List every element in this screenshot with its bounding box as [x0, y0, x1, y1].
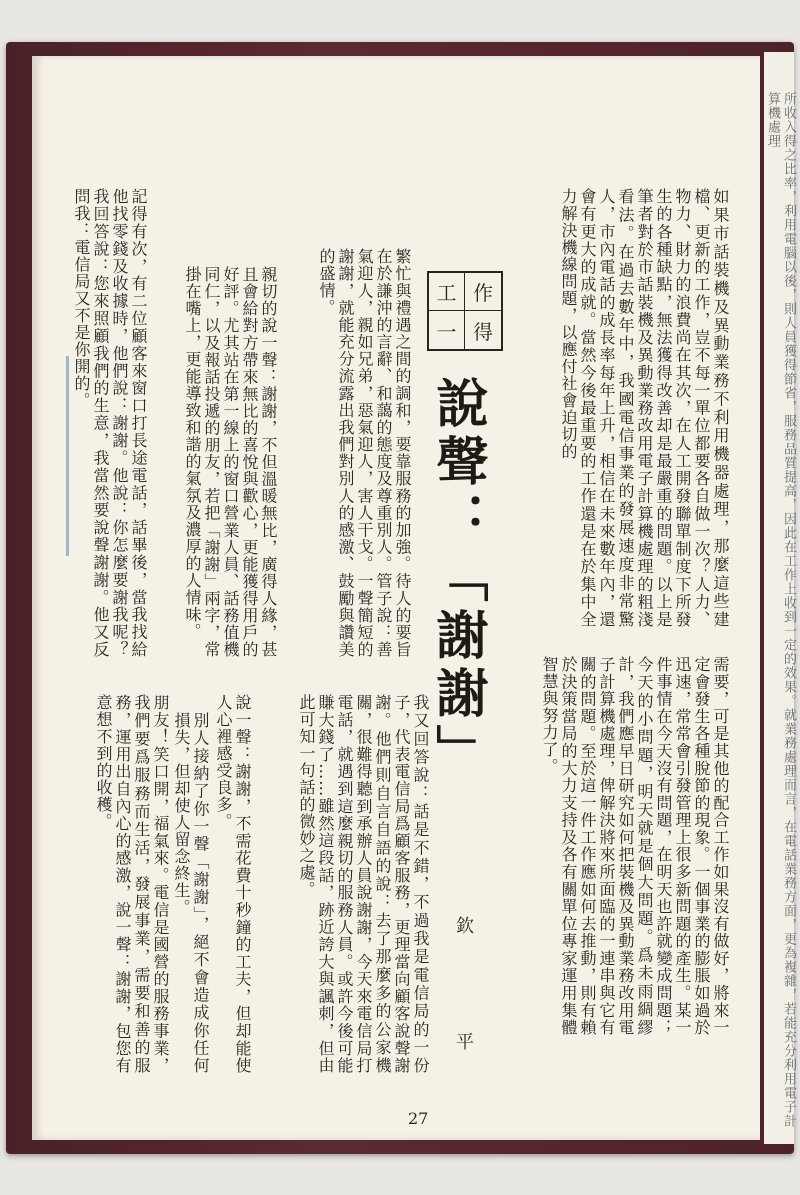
top-left-paragraph-1: 繁忙與禮遇之間的調和，要靠服務的加強。待人的要旨在於謙沖的言辭、和藹的態度及尊重別人。管子說：善氣迎人，親如兄弟，惡氣迎人，害人干戈。一聲簡短的謝謝，就能充分流露出我們對別人的感激、鼓勵與讚美的盛情。: [317, 248, 412, 658]
badge-char-2: 作: [465, 273, 501, 311]
magazine-page: [32, 56, 760, 1140]
badge-char-4: 得: [473, 319, 493, 344]
column-badge: [427, 271, 503, 351]
badge-char-3: 一: [429, 311, 465, 349]
bottom-right-paragraph: 需要，可是其他的配合工作如果沒有做好，將來一定會發生各種脫節的現象。一個事業的膨脹如過於迅速，常常會引發管理上很多新問題的產生。某一件事情在今天沒有問題，在明天也許就變成問題；今天的小問題，明天就是個大問題。爲未雨綢繆計，我們應早日研究如何把裝機及異動業務改用電子計算機處理，俾解決將來所面臨的一連串與它有關的問題。至於這一件工作應如何去推動，則有賴於決策當局的大力支持及各有關單位專家運用集體智慧與努力了。: [540, 656, 730, 1036]
badge-char-1: 工: [429, 273, 465, 311]
adjacent-page-text: 所收入得之比率，利用電腦以後，則人員獲得節省，服務品質提高，因此在工作上收到一定的效果。就業務處理而言，在電話業務方面，更為複雜，若能充分利用電子計算機處理: [765, 92, 796, 1128]
bottom-middle-paragraph: 我又回答說：話是不錯，不過我是電信局的一份子，代表電信局爲顧客服務，更理當向顧客說聲謝謝。他們則自言自語的說：去了那麼多的公家機關，很難得聽到承辦人員說謝謝，今天來電信局打電話，就遇到這麼親切的服務人員。或許今後可能賺大錢了……雖然這段話，跡近誇大與諷刺，但由此可知一句話的微妙之處。: [297, 694, 430, 1074]
adjacent-page: [764, 52, 794, 1144]
article-title: 說聲：「謝謝」: [427, 376, 488, 782]
bottom-left-paragraph-3: 朋友！笑口開，福氣來。電信是國營的服務事業，我們要爲服務而生活，發展事業，需要和善的服務，運用出自內心的感激，說一聲：謝謝，包您有意想不到的收穫。: [94, 694, 170, 1074]
top-left-paragraph-2: 親切的說一聲：謝謝，不但溫暖無比，廣得人緣，甚且會給對方帶來無比的喜悅與歡心，更能獲得用戶的好評。尤其站在第一線上的窗口營業人員、話務值機同仁，以及報話投遞的朋友，若把「謝謝」兩字，常掛在嘴上，更能導致和諧的氣氛及濃厚的人情味。: [183, 266, 278, 658]
author-name: 欽 平: [453, 916, 474, 1090]
bottom-left-paragraph-1: 說一聲：謝謝，不需花費十秒鐘的工夫，但却能使人心裡感受良多。: [214, 694, 252, 1074]
bottom-left-paragraph-2: 別人接納了你一聲「謝謝」，絕不會造成你任何損失，但却使人留念終生。: [172, 712, 210, 1074]
page-number: 27: [408, 1109, 429, 1128]
top-right-paragraph: 如果市話裝機及異動業務不利用機器處理，那麼這些建檔、更新的工作，豈不每一單位都要各自做一次？人力、物力、財力的浪費尚在其次，在人工開發聯單制度下所發生的各種缺點，無法獲得改善却是最嚴重的問題。以上是筆者對於市話裝機及異動業務改用電子計算機處理的粗淺看法。在過去數年中，我國電信事業的發展速度非常驚人，市內電話的成長率每年上升，相信在未來數年內，還會有更大的成就。當然今後最重要的工作還是在於集中全力解決機線問題，以應付社會迫切的: [559, 188, 730, 628]
top-left-paragraph-3: 記得有次，有二位顧客來窗口打長途電話，話畢後，當我找給他找零錢及收據時，他們說：謝謝。他說：你怎麼要謝我呢？我回答說：您來照顧我們的生意，我當然要說聲謝謝。他又反問我：電信局又不是你開的。: [72, 188, 148, 658]
